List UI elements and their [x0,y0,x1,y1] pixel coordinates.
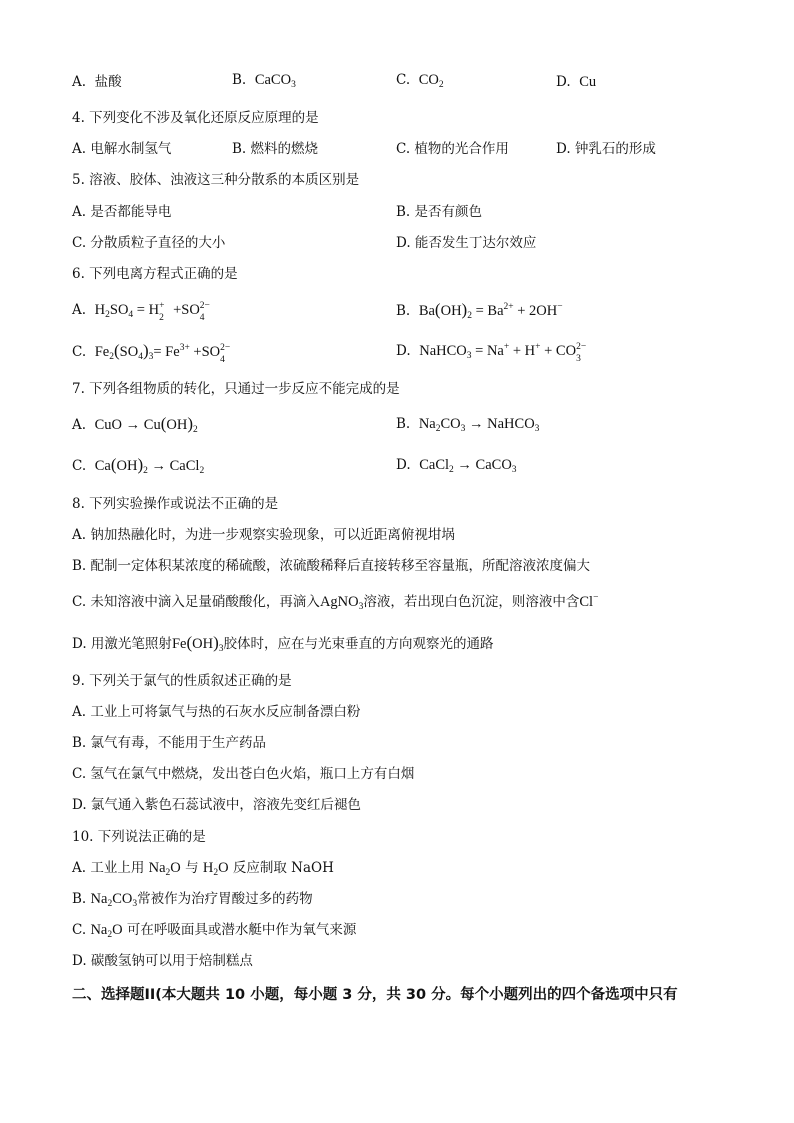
q4-stem: 4. 下列变化不涉及氧化还原反应原理的是 [72,110,319,126]
section-2-heading: 二、选择题II(本大题共 10 小题，每小题 3 分，共 30 分。每个小题列出的四个备选项中只有 [72,987,678,1003]
q9-option-b: B. 氯气有毒，不能用于生产药品 [72,735,267,751]
q6-option-a: A. $H_2SO_4 = H$ + 2 +SO 2− 4 [72,300,210,323]
q3-option-d: D. Cu [556,74,597,90]
q4-option-c: C. 植物的光合作用 [396,141,509,157]
q9-option-a: A. 工业上可将氯气与热的石灰水反应制备漂白粉 [72,704,361,720]
q8-option-d: D. 用激光笔照射$Fe(OH)_3$胶体时，应在与光束垂直的方向观察光的通路 [72,633,494,654]
q4-option-d: D. 钟乳石的形成 [556,141,656,157]
q5-stem: 5. 溶液、胶体、浊液这三种分散系的本质区别是 [72,172,360,188]
q10-option-b: B. $Na_2CO_3$常被作为治疗胃酸过多的药物 [72,891,313,909]
q5-option-a: A. 是否都能导电 [72,204,172,220]
q7-stem: 7. 下列各组物质的转化，只通过一步反应不能完成的是 [72,381,400,397]
q7-option-b: B. $Na_2CO_3$ → NaHCO$_3$ [396,416,540,434]
q10-option-d: D. 碳酸氢钠可以用于焙制糕点 [72,953,253,969]
q6-stem: 6. 下列电离方程式正确的是 [72,266,238,282]
q7-option-d: D. CaCl$_2$ → CaCO$_3$ [396,457,517,475]
q4-option-b: B. 燃料的燃烧 [232,141,319,157]
q10-option-c: C. $Na_2O$ 可在呼吸面具或潜水艇中作为氧气来源 [72,922,357,940]
q9-option-d: D. 氯气通入紫色石蕊试液中，溶液先变红后褪色 [72,797,361,813]
q4-option-a: A. 电解水制氢气 [72,141,172,157]
q3-option-b: B. CaCO$_3$ [232,72,296,90]
q8-stem: 8. 下列实验操作或说法不正确的是 [72,496,279,512]
q10-stem: 10. 下列说法正确的是 [72,829,206,845]
q10-option-a: A. 工业上用 $Na_2O$ 与 $H_2O$ 反应制取 NaOH [72,860,334,878]
q5-option-d: D. 能否发生丁达尔效应 [396,235,537,251]
q6-option-c: C. $Fe_2(SO_4)_3= Fe^{3+} +SO$ 2− 4 [72,341,231,365]
q5-option-c: C. 分散质粒子直径的大小 [72,235,226,251]
q6-option-b: B. $Ba(OH)_2 = Ba^{2+} + 2OH^-$ [396,300,563,321]
q9-option-c: C. 氢气在氯气中燃烧，发出苍白色火焰，瓶口上方有白烟 [72,766,415,782]
q5-option-b: B. 是否有颜色 [396,204,483,220]
q7-option-a: A. CuO → $Cu(OH)_2$ [72,414,198,435]
q3-option-c: C. $CO_2$ [396,72,444,90]
q8-option-c: C. 未知溶液中滴入足量硝酸酸化，再滴入AgNO$_3$溶液，若出现白色沉淀，则溶液中含Cl− [72,593,599,612]
q7-option-c: C. $Ca(OH)_2$ → CaCl$_2$ [72,455,205,476]
q3-option-a: A. 盐酸 [72,74,122,90]
q8-option-a: A. 钠加热融化时，为进一步观察实验现象，可以近距离俯视坩埚 [72,527,455,543]
q8-option-b: B. 配制一定体积某浓度的稀硫酸，浓硫酸稀释后直接转移至容量瓶，所配溶液浓度偏大 [72,558,591,574]
q9-stem: 9. 下列关于氯气的性质叙述正确的是 [72,673,292,689]
q6-option-d: D. NaHCO$_3$ = Na+ + H+ + CO 2− 3 [396,341,587,364]
